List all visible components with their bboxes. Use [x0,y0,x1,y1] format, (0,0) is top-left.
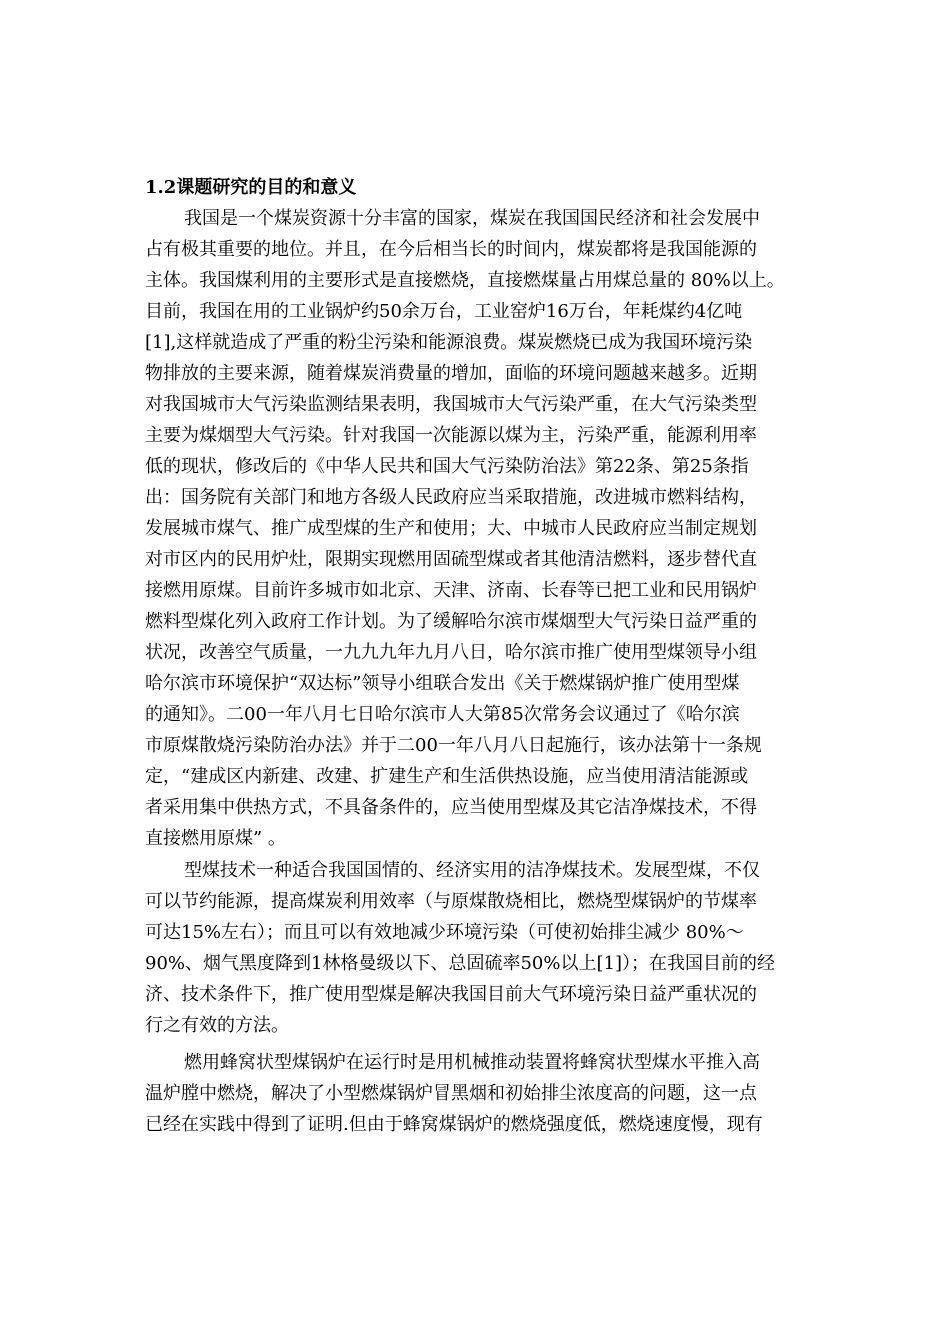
paragraph-3-line-3: 已经在实践中得到了证明.但由于蜂窝煤锅炉的燃烧强度低，燃烧速度慢，现有 [145,1114,763,1135]
paragraph-2-line-2: 可以节约能源，提高煤炭利用效率（与原煤散烧相比，燃烧型煤锅炉的节煤率 [145,891,757,912]
paragraph-1-line-13: 接燃用原煤。目前许多城市如北京、天津、济南、长春等已把工业和民用锅炉 [145,580,757,601]
paragraph-1-line-20: 者采用集中供热方式，不具备条件的，应当使用型煤及其它洁净煤技术，不得 [145,797,757,818]
paragraph-2-line-1: 型煤技术一种适合我国国情的、经济实用的洁净煤技术。发展型煤，不仅 [184,860,760,881]
paragraph-1-line-10: 出：国务院有关部门和地方各级人民政府应当采取措施，改进城市燃料结构， [145,487,757,508]
paragraph-1-line-19: 定，“建成区内新建、改建、扩建生产和生活供热设施，应当使用清洁能源或 [145,766,749,787]
paragraph-2-line-6: 行之有效的方法。 [145,1015,289,1036]
section-heading: 1.2课题研究的目的和意义 [145,177,357,198]
paragraph-1-line-21: 直接燃用原煤” 。 [145,828,286,849]
paragraph-1-line-14: 燃料型煤化列入政府工作计划。为了缓解哈尔滨市煤烟型大气污染日益严重的 [145,611,757,632]
paragraph-1-line-2: 占有极其重要的地位。并且，在今后相当长的时间内，煤炭都将是我国能源的 [145,239,757,260]
paragraph-1-line-12: 对市区内的民用炉灶，限期实现燃用固硫型煤或者其他清洁燃料，逐步替代直 [145,549,757,570]
paragraph-1-line-11: 发展城市煤气、推广成型煤的生产和使用；大、中城市人民政府应当制定规划 [145,518,757,539]
paragraph-1-line-9: 低的现状，修改后的《中华人民共和国大气污染防治法》第22条、第25条指 [145,456,749,477]
paragraph-1-line-5: [1],这样就造成了严重的粉尘污染和能源浪费。煤炭燃烧已成为我国环境污染 [145,332,753,353]
paragraph-1-line-8: 主要为煤烟型大气污染。针对我国一次能源以煤为主，污染严重，能源利用率 [145,425,757,446]
paragraph-1-line-18: 市原煤散烧污染防治办法》并于二00一年八月八日起施行，该办法第十一条规 [145,735,762,756]
paragraph-1-line-16: 哈尔滨市环境保护“双达标”领导小组联合发出《关于燃煤锅炉推广使用型煤 [145,673,740,694]
paragraph-1-line-17: 的通知》。二00一年八月七日哈尔滨市人大第85次常务会议通过了《哈尔滨 [145,704,740,725]
paragraph-3-line-2: 温炉膛中燃烧，解决了小型燃煤锅炉冒黑烟和初始排尘浓度高的问题，这一点 [145,1083,757,1104]
paragraph-2-line-3: 可达15%左右）；而且可以有效地减少环境污染（可使初始排尘减少 80%～ [145,922,744,943]
paragraph-1-line-1: 我国是一个煤炭资源十分丰富的国家，煤炭在我国国民经济和社会发展中 [184,208,760,229]
paragraph-1-line-4: 目前，我国在用的工业锅炉约50余万台，工业窑炉16万台，年耗煤约4亿吨 [145,301,743,322]
paragraph-2-line-5: 济、技术条件下，推广使用型煤是解决我国目前大气环境污染日益严重状况的 [145,984,757,1005]
paragraph-1-line-7: 对我国城市大气污染监测结果表明，我国城市大气污染严重，在大气污染类型 [145,394,757,415]
paragraph-3-line-1: 燃用蜂窝状型煤锅炉在运行时是用机械推动装置将蜂窝状型煤水平推入高 [184,1052,760,1073]
paragraph-1-line-15: 状况，改善空气质量，一九九九年九月八日，哈尔滨市推广使用型煤领导小组 [145,642,757,663]
paragraph-1-line-6: 物排放的主要来源，随着煤炭消费量的增加，面临的环境问题越来越多。近期 [145,363,757,384]
paragraph-2-line-4: 90%、烟气黑度降到1林格曼级以下、总固硫率50%以上[1]）；在我国目前的经 [145,953,775,974]
paragraph-1-line-3: 主体。我国煤利用的主要形式是直接燃烧，直接燃煤量占用煤总量的 80%以上。 [145,270,785,291]
